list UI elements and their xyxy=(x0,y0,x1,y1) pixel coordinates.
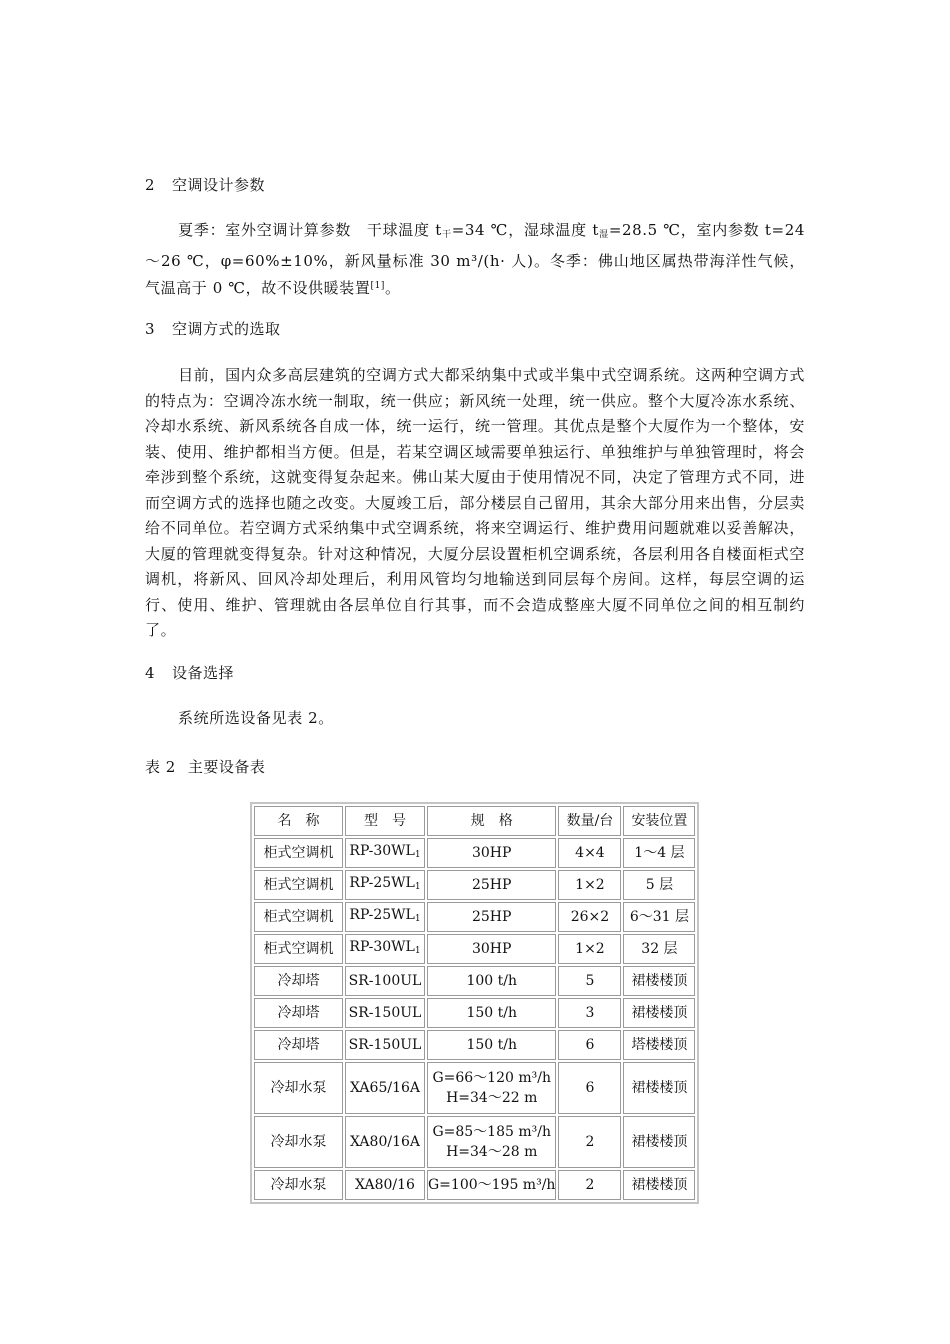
spec-cell xyxy=(427,1116,556,1168)
section-heading-3 xyxy=(145,318,281,339)
quantity-cell: 2 xyxy=(558,1170,621,1200)
params-text: =34 ℃，湿球温度 t xyxy=(451,221,599,239)
location-cell: 裙楼楼顶 xyxy=(623,1062,695,1114)
table-row xyxy=(254,966,695,996)
equipment-name-cell: 冷却塔 xyxy=(254,998,343,1028)
model-cell xyxy=(345,902,425,932)
model-text: RP-30WL xyxy=(349,843,415,859)
model-subscript: 1 xyxy=(414,946,421,956)
equipment-name-cell: 冷却水泵 xyxy=(254,1170,343,1200)
model-cell xyxy=(345,934,425,964)
spec-cell xyxy=(427,934,556,964)
table-row xyxy=(254,870,695,900)
quantity-cell: 5 xyxy=(558,966,621,996)
table-row xyxy=(254,1062,695,1114)
equipment-name-cell: 柜式空调机 xyxy=(254,870,343,900)
location-cell: 6～31 层 xyxy=(623,902,695,932)
section-heading-2 xyxy=(145,174,265,195)
section-number: 4 xyxy=(145,664,156,682)
table-row xyxy=(254,902,695,932)
spec-cell xyxy=(427,1062,556,1114)
table-header-row xyxy=(254,806,695,836)
equipment-intro-paragraph xyxy=(145,706,805,732)
table-row xyxy=(254,1030,695,1060)
spec-cell xyxy=(427,998,556,1028)
spec-line: G=85～185 m³/h xyxy=(432,1124,551,1140)
equipment-name-cell: 柜式空调机 xyxy=(254,934,343,964)
section-title: 空调方式的选取 xyxy=(172,320,281,338)
model-text: RP-25WL xyxy=(349,907,415,923)
spec-line: G=100～195 m³/h xyxy=(428,1177,556,1193)
model-text: XA65/16A xyxy=(349,1080,421,1096)
quantity-cell: 1×2 xyxy=(558,934,621,964)
model-subscript: 1 xyxy=(414,882,421,892)
model-text: XA80/16A xyxy=(349,1134,421,1150)
model-text: RP-30WL xyxy=(349,939,415,955)
model-cell xyxy=(345,966,425,996)
header-cell: 安装位置 xyxy=(623,806,695,836)
equipment-name-cell: 冷却塔 xyxy=(254,966,343,996)
reference-marker: [1] xyxy=(370,281,386,291)
table-row xyxy=(254,934,695,964)
table-row xyxy=(254,998,695,1028)
wet-bulb-subscript: 湿 xyxy=(598,230,609,240)
spec-line: 150 t/h xyxy=(466,1005,517,1021)
section-number: 3 xyxy=(145,320,156,338)
model-text: SR-100UL xyxy=(348,973,422,989)
ac-mode-paragraph xyxy=(145,363,805,644)
spec-line: H=34～28 m xyxy=(446,1144,538,1160)
spec-cell xyxy=(427,1170,556,1200)
quantity-cell: 2 xyxy=(558,1116,621,1168)
equipment-name-cell: 冷却塔 xyxy=(254,1030,343,1060)
header-cell: 数量/台 xyxy=(558,806,621,836)
spec-cell xyxy=(427,1030,556,1060)
spec-cell xyxy=(427,838,556,868)
model-cell xyxy=(345,1062,425,1114)
quantity-cell: 4×4 xyxy=(558,838,621,868)
spec-cell xyxy=(427,902,556,932)
location-cell: 5 层 xyxy=(623,870,695,900)
location-cell: 裙楼楼顶 xyxy=(623,966,695,996)
model-text: SR-150UL xyxy=(348,1037,422,1053)
design-params-paragraph xyxy=(145,218,805,302)
section-title: 设备选择 xyxy=(172,664,235,682)
spec-line: 100 t/h xyxy=(466,973,517,989)
section-title: 空调设计参数 xyxy=(172,176,266,194)
quantity-cell: 6 xyxy=(558,1062,621,1114)
equipment-name-cell: 冷却水泵 xyxy=(254,1062,343,1114)
spec-line: H=34～22 m xyxy=(446,1090,538,1106)
equipment-name-cell: 柜式空调机 xyxy=(254,838,343,868)
model-cell xyxy=(345,1030,425,1060)
paragraph-text: 目前，国内众多高层建筑的空调方式大都采纳集中式或半集中式空调系统。这两种空调方式的特点为：空调冷冻水统一制取，统一供应；新风统一处理，统一供应。整个大厦冷冻水系统、冷却水系统、新风系统各自成一体，统一运行，统一管理。其优点是整个大厦作为一个整体，安装、使用、维护都相当方便。但是，若某空调区域需要单独运行、单独维护与单独管理时，将会牵涉到整个系统，这就变得复杂起来。佛山某大厦由于使用情况不同，决定了管理方式不同，进而空调方式的选择也随之改变。大厦竣工后，部分楼层自己留用，其余大部分用来出售，分层卖给不同单位。若空调方式采纳集中式空调系统，将来空调运行、维护费用问题就难以妥善解决，大厦的管理就变得复杂。针对这种情况，大厦分层设置柜机空调系统，各层利用各自楼面柜式空调机，将新风、回风冷却处理后，利用风管均匀地输送到同层每个房间。这样，每层空调的运行、使用、维护、管理就由各层单位自行其事，而不会造成整座大厦不同单位之间的相互制约了。 xyxy=(145,366,805,639)
quantity-cell: 26×2 xyxy=(558,902,621,932)
location-cell: 裙楼楼顶 xyxy=(623,1170,695,1200)
table-title: 主要设备表 xyxy=(187,758,266,776)
spec-cell xyxy=(427,870,556,900)
location-cell: 裙楼楼顶 xyxy=(623,1116,695,1168)
table-caption xyxy=(145,756,265,777)
spec-line: 30HP xyxy=(471,941,512,957)
model-cell xyxy=(345,1170,425,1200)
location-cell: 裙楼楼顶 xyxy=(623,998,695,1028)
model-cell xyxy=(345,998,425,1028)
model-subscript: 1 xyxy=(414,850,421,860)
model-text: XA80/16 xyxy=(355,1177,415,1193)
model-cell xyxy=(345,1116,425,1168)
location-cell: 1～4 层 xyxy=(623,838,695,868)
table-row xyxy=(254,1170,695,1200)
spec-cell xyxy=(427,966,556,996)
header-cell: 型 号 xyxy=(345,806,425,836)
equipment-name-cell: 柜式空调机 xyxy=(254,902,343,932)
paragraph-text: 系统所选设备见表 2。 xyxy=(178,709,334,727)
table-row xyxy=(254,1116,695,1168)
model-text: RP-25WL xyxy=(349,875,415,891)
quantity-cell: 1×2 xyxy=(558,870,621,900)
location-cell: 32 层 xyxy=(623,934,695,964)
params-text: =28.5 ℃，室内参数 t=24～26 ℃，φ=60%±10%，新风量标准 30 m³/(h· 人)。冬季：佛山地区属热带海洋性气候，气温高于 0 ℃，故不设供暖装置 xyxy=(145,221,805,297)
section-heading-4 xyxy=(145,662,234,683)
spec-line: 25HP xyxy=(471,909,512,925)
quantity-cell: 6 xyxy=(558,1030,621,1060)
table-row xyxy=(254,838,695,868)
section-number: 2 xyxy=(145,176,156,194)
model-text: SR-150UL xyxy=(348,1005,422,1021)
params-text: 夏季：室外空调计算参数 干球温度 t xyxy=(178,221,442,239)
location-cell: 塔楼楼顶 xyxy=(623,1030,695,1060)
spec-line: G=66～120 m³/h xyxy=(432,1070,551,1086)
equipment-table xyxy=(250,802,699,1204)
model-cell xyxy=(345,838,425,868)
quantity-cell: 3 xyxy=(558,998,621,1028)
header-cell: 名 称 xyxy=(254,806,343,836)
spec-line: 150 t/h xyxy=(466,1037,517,1053)
equipment-name-cell: 冷却水泵 xyxy=(254,1116,343,1168)
dry-bulb-subscript: 干 xyxy=(441,230,452,240)
header-cell: 规 格 xyxy=(427,806,556,836)
model-cell xyxy=(345,870,425,900)
params-text: 。 xyxy=(385,279,401,297)
model-subscript: 1 xyxy=(414,914,421,924)
spec-line: 25HP xyxy=(471,877,512,893)
spec-line: 30HP xyxy=(471,845,512,861)
table-label: 表 2 xyxy=(145,758,176,776)
